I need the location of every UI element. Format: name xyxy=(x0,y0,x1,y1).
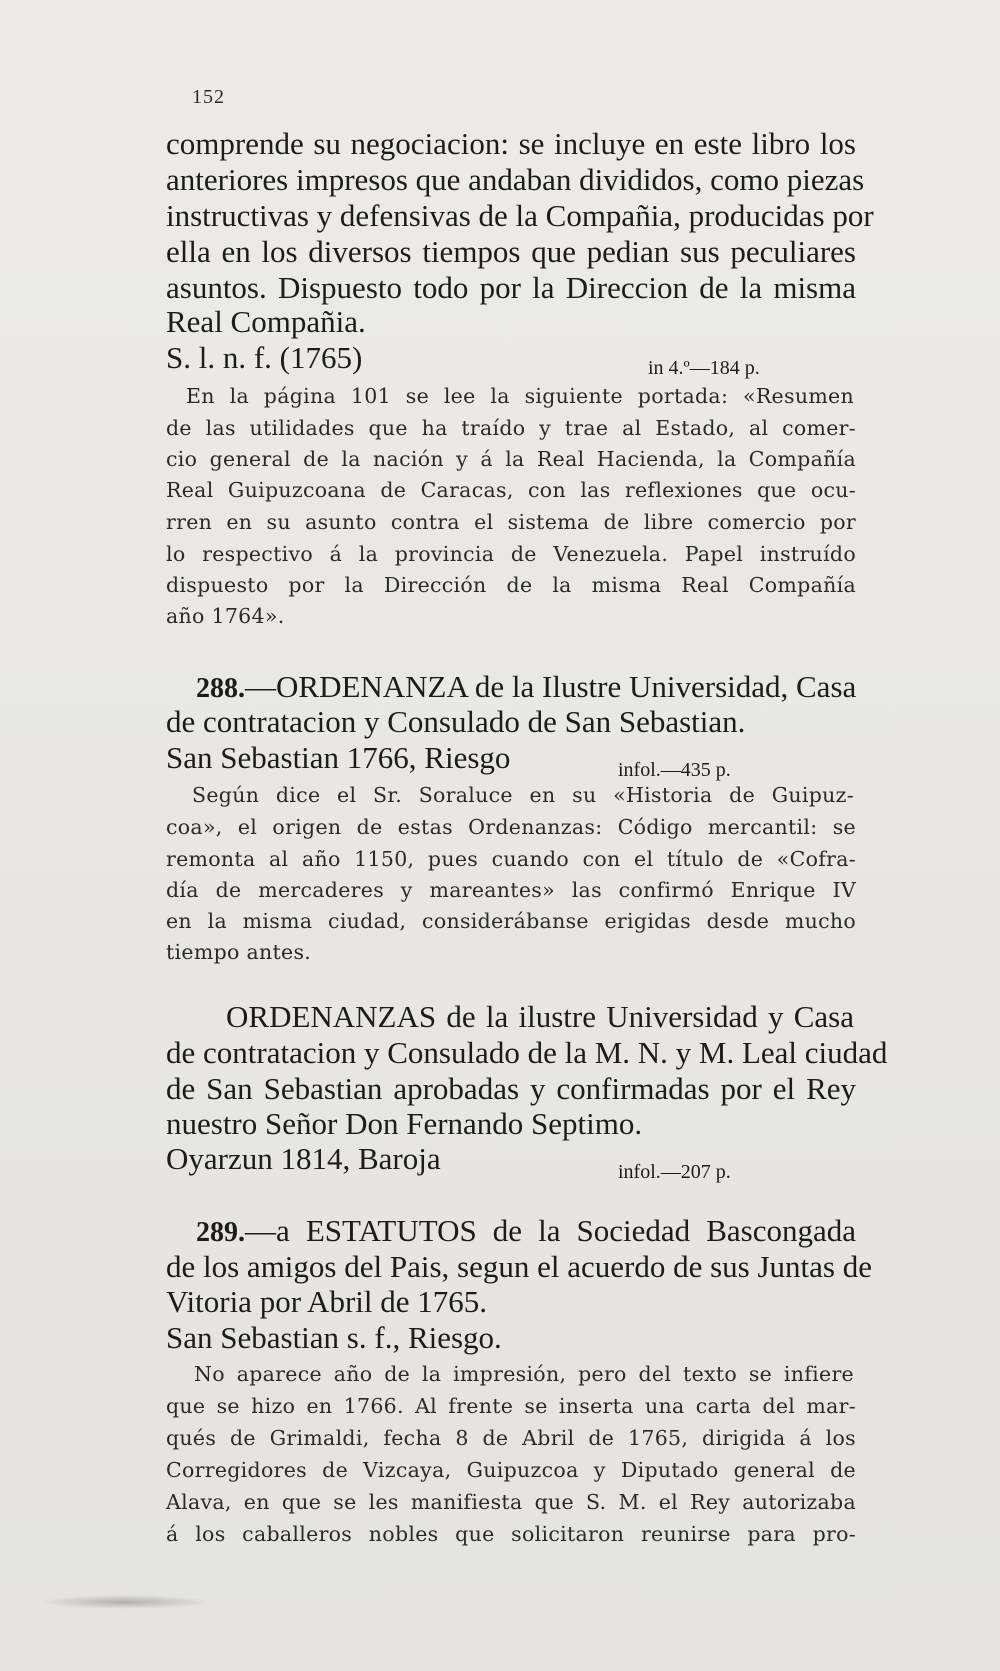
entry-title-line: ORDENANZAS de la ilustre Universidad y Casa xyxy=(226,999,854,1034)
entry-title-line: Vitoria por Abril de 1765. xyxy=(166,1284,488,1319)
text-line: anteriores impresos que andaban divididos, como piezas xyxy=(166,162,865,197)
note-line: Según dice el Sr. Soraluce en su «Historia de Guipuz- xyxy=(192,783,854,807)
note-line: Real Guipuzcoana de Caracas, con las reflexiones que ocu- xyxy=(166,478,856,502)
note-line: qués de Grimaldi, fecha 8 de Abril de 1765, dirigida á los xyxy=(166,1426,856,1450)
note-line: Alava, en que se les manifiesta que S. M. el Rey autorizaba xyxy=(166,1490,856,1514)
entry-title-line xyxy=(196,670,856,706)
paper-smudge xyxy=(40,1595,210,1609)
entry-imprint: San Sebastian s. f., Riesgo. xyxy=(166,1320,502,1355)
note-line: dispuesto por la Dirección de la misma Real Compañía xyxy=(166,573,856,597)
note-line: año 1764». xyxy=(166,604,285,628)
entry-title-line: de contratacion y Consulado de la M. N. y M. Leal ciudad xyxy=(166,1035,888,1070)
page-number: 152 xyxy=(192,86,225,108)
intro-imprint: S. l. n. f. (1765) xyxy=(166,340,363,375)
entry-title-line xyxy=(196,1214,856,1250)
entry-imprint: San Sebastian 1766, Riesgo xyxy=(166,740,511,775)
note-line: en la misma ciudad, considerábanse erigidas desde mucho xyxy=(166,909,856,933)
entry-format: infol.—435 p. xyxy=(618,759,731,781)
text-line: asuntos. Dispuesto todo por la Direccion de la misma xyxy=(166,270,856,305)
entry-number: 288. xyxy=(196,673,245,704)
note-line: cio general de la nación y á la Real Hacienda, la Compañía xyxy=(166,447,856,471)
note-line: á los caballeros nobles que solicitaron reunirse para pro- xyxy=(166,1522,856,1546)
text-line: instructivas y defensivas de la Compañia, producidas por xyxy=(166,198,874,233)
note-line: que se hizo en 1766. Al frente se inserta una carta del mar- xyxy=(166,1394,856,1418)
note-line: Corregidores de Vizcaya, Guipuzcoa y Diputado general de xyxy=(166,1458,856,1482)
entry-title-line: de los amigos del Pais, segun el acuerdo de sus Juntas de xyxy=(166,1249,872,1284)
entry-number: 289. xyxy=(196,1217,245,1248)
note-line: día de mercaderes y mareantes» las confirmó Enrique IV xyxy=(166,878,856,902)
text-line: Real Compañia. xyxy=(166,304,366,339)
note-line: de las utilidades que ha traído y trae al Estado, al comer- xyxy=(166,416,856,440)
note-line: No aparece año de la impresión, pero del texto se infiere xyxy=(194,1362,854,1386)
note-line: tiempo antes. xyxy=(166,940,312,964)
entry-title-text: —ORDENANZA de la Ilustre Universidad, Casa xyxy=(245,669,857,704)
entry-imprint: Oyarzun 1814, Baroja xyxy=(166,1141,441,1176)
intro-format: in 4.º—184 p. xyxy=(648,357,760,379)
entry-title-text: —a ESTATUTOS de la Sociedad Bascongada xyxy=(245,1213,856,1248)
entry-format: infol.—207 p. xyxy=(618,1161,731,1183)
entry-title-line: nuestro Señor Don Fernando Septimo. xyxy=(166,1106,643,1141)
note-line: remonta al año 1150, pues cuando con el título de «Cofra- xyxy=(166,847,856,871)
note-line: En la página 101 se lee la siguiente portada: «Resumen xyxy=(186,384,854,408)
text-line: ella en los diversos tiempos que pedian sus peculiares xyxy=(166,234,856,269)
note-line: rren en su asunto contra el sistema de libre comercio por xyxy=(166,510,856,534)
note-line: lo respectivo á la provincia de Venezuela. Papel instruído xyxy=(166,542,856,566)
entry-title-line: de contratacion y Consulado de San Sebastian. xyxy=(166,704,746,739)
note-line: coa», el origen de estas Ordenanzas: Código mercantil: se xyxy=(166,815,856,839)
text-line: comprende su negociacion: se incluye en este libro los xyxy=(166,126,856,161)
entry-title-line: de San Sebastian aprobadas y confirmadas por el Rey xyxy=(166,1071,856,1106)
